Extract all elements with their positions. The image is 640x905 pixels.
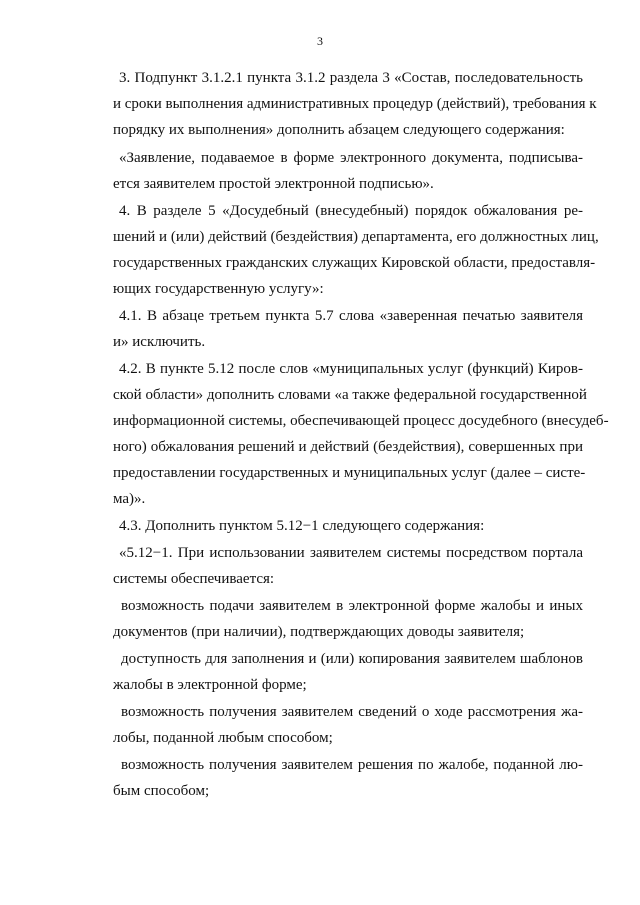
text-line: и» исключить. [113, 334, 206, 350]
text-line: предоставлении государственных и муниципальных услуг (далее – систе- [113, 465, 586, 481]
text-line: информационной системы, обеспечивающей процесс досудебного (внесудеб- [113, 413, 609, 429]
text-line: государственных гражданских служащих Кировской области, предоставля- [113, 255, 596, 271]
text-line: возможность получения заявителем сведений о ходе рассмотрения жа- [121, 704, 583, 720]
text-line: системы обеспечивается: [113, 571, 275, 587]
text-line: «5.12−1. При использовании заявителем системы посредством портала [119, 545, 583, 561]
text-line: и сроки выполнения административных процедур (действий), требования к [113, 96, 597, 112]
text-line: порядку их выполнения» дополнить абзацем следующего содержания: [113, 122, 565, 138]
text-line: ного) обжалования решений и действий (бездействия), совершенных при [113, 439, 583, 455]
text-line: ма)». [113, 491, 146, 507]
text-line: 4.2. В пункте 5.12 после слов «муниципальных услуг (функций) Киров- [119, 361, 583, 377]
text-line: ской области» дополнить словами «а также федеральной государственной [113, 387, 587, 403]
text-line: бым способом; [113, 783, 210, 799]
text-line: 4.3. Дополнить пунктом 5.12−1 следующего содержания: [119, 518, 485, 534]
text-line: доступность для заполнения и (или) копирования заявителем шаблонов [121, 651, 583, 667]
text-line: 3. Подпункт 3.1.2.1 пункта 3.1.2 раздела 3 «Состав, последовательность [119, 70, 583, 86]
page-number: 3 [317, 34, 323, 48]
text-line: возможность получения заявителем решения по жалобе, поданной лю- [121, 757, 583, 773]
text-line: ется заявителем простой электронной подписью». [113, 176, 434, 192]
text-line: 4. В разделе 5 «Досудебный (внесудебный) порядок обжалования ре- [119, 203, 583, 219]
text-line: 4.1. В абзаце третьем пункта 5.7 слова «заверенная печатью заявителя [119, 308, 583, 324]
text-line: ющих государственную услугу»: [113, 281, 324, 297]
text-line: шений и (или) действий (бездействия) департамента, его должностных лиц, [113, 229, 599, 245]
text-line: жалобы в электронной форме; [113, 677, 307, 693]
text-line: возможность подачи заявителем в электронной форме жалобы и иных [121, 598, 583, 614]
text-line: лобы, поданной любым способом; [113, 730, 333, 746]
text-line: «Заявление, подаваемое в форме электронного документа, подписыва- [119, 150, 583, 166]
text-line: документов (при наличии), подтверждающих доводы заявителя; [113, 624, 525, 640]
